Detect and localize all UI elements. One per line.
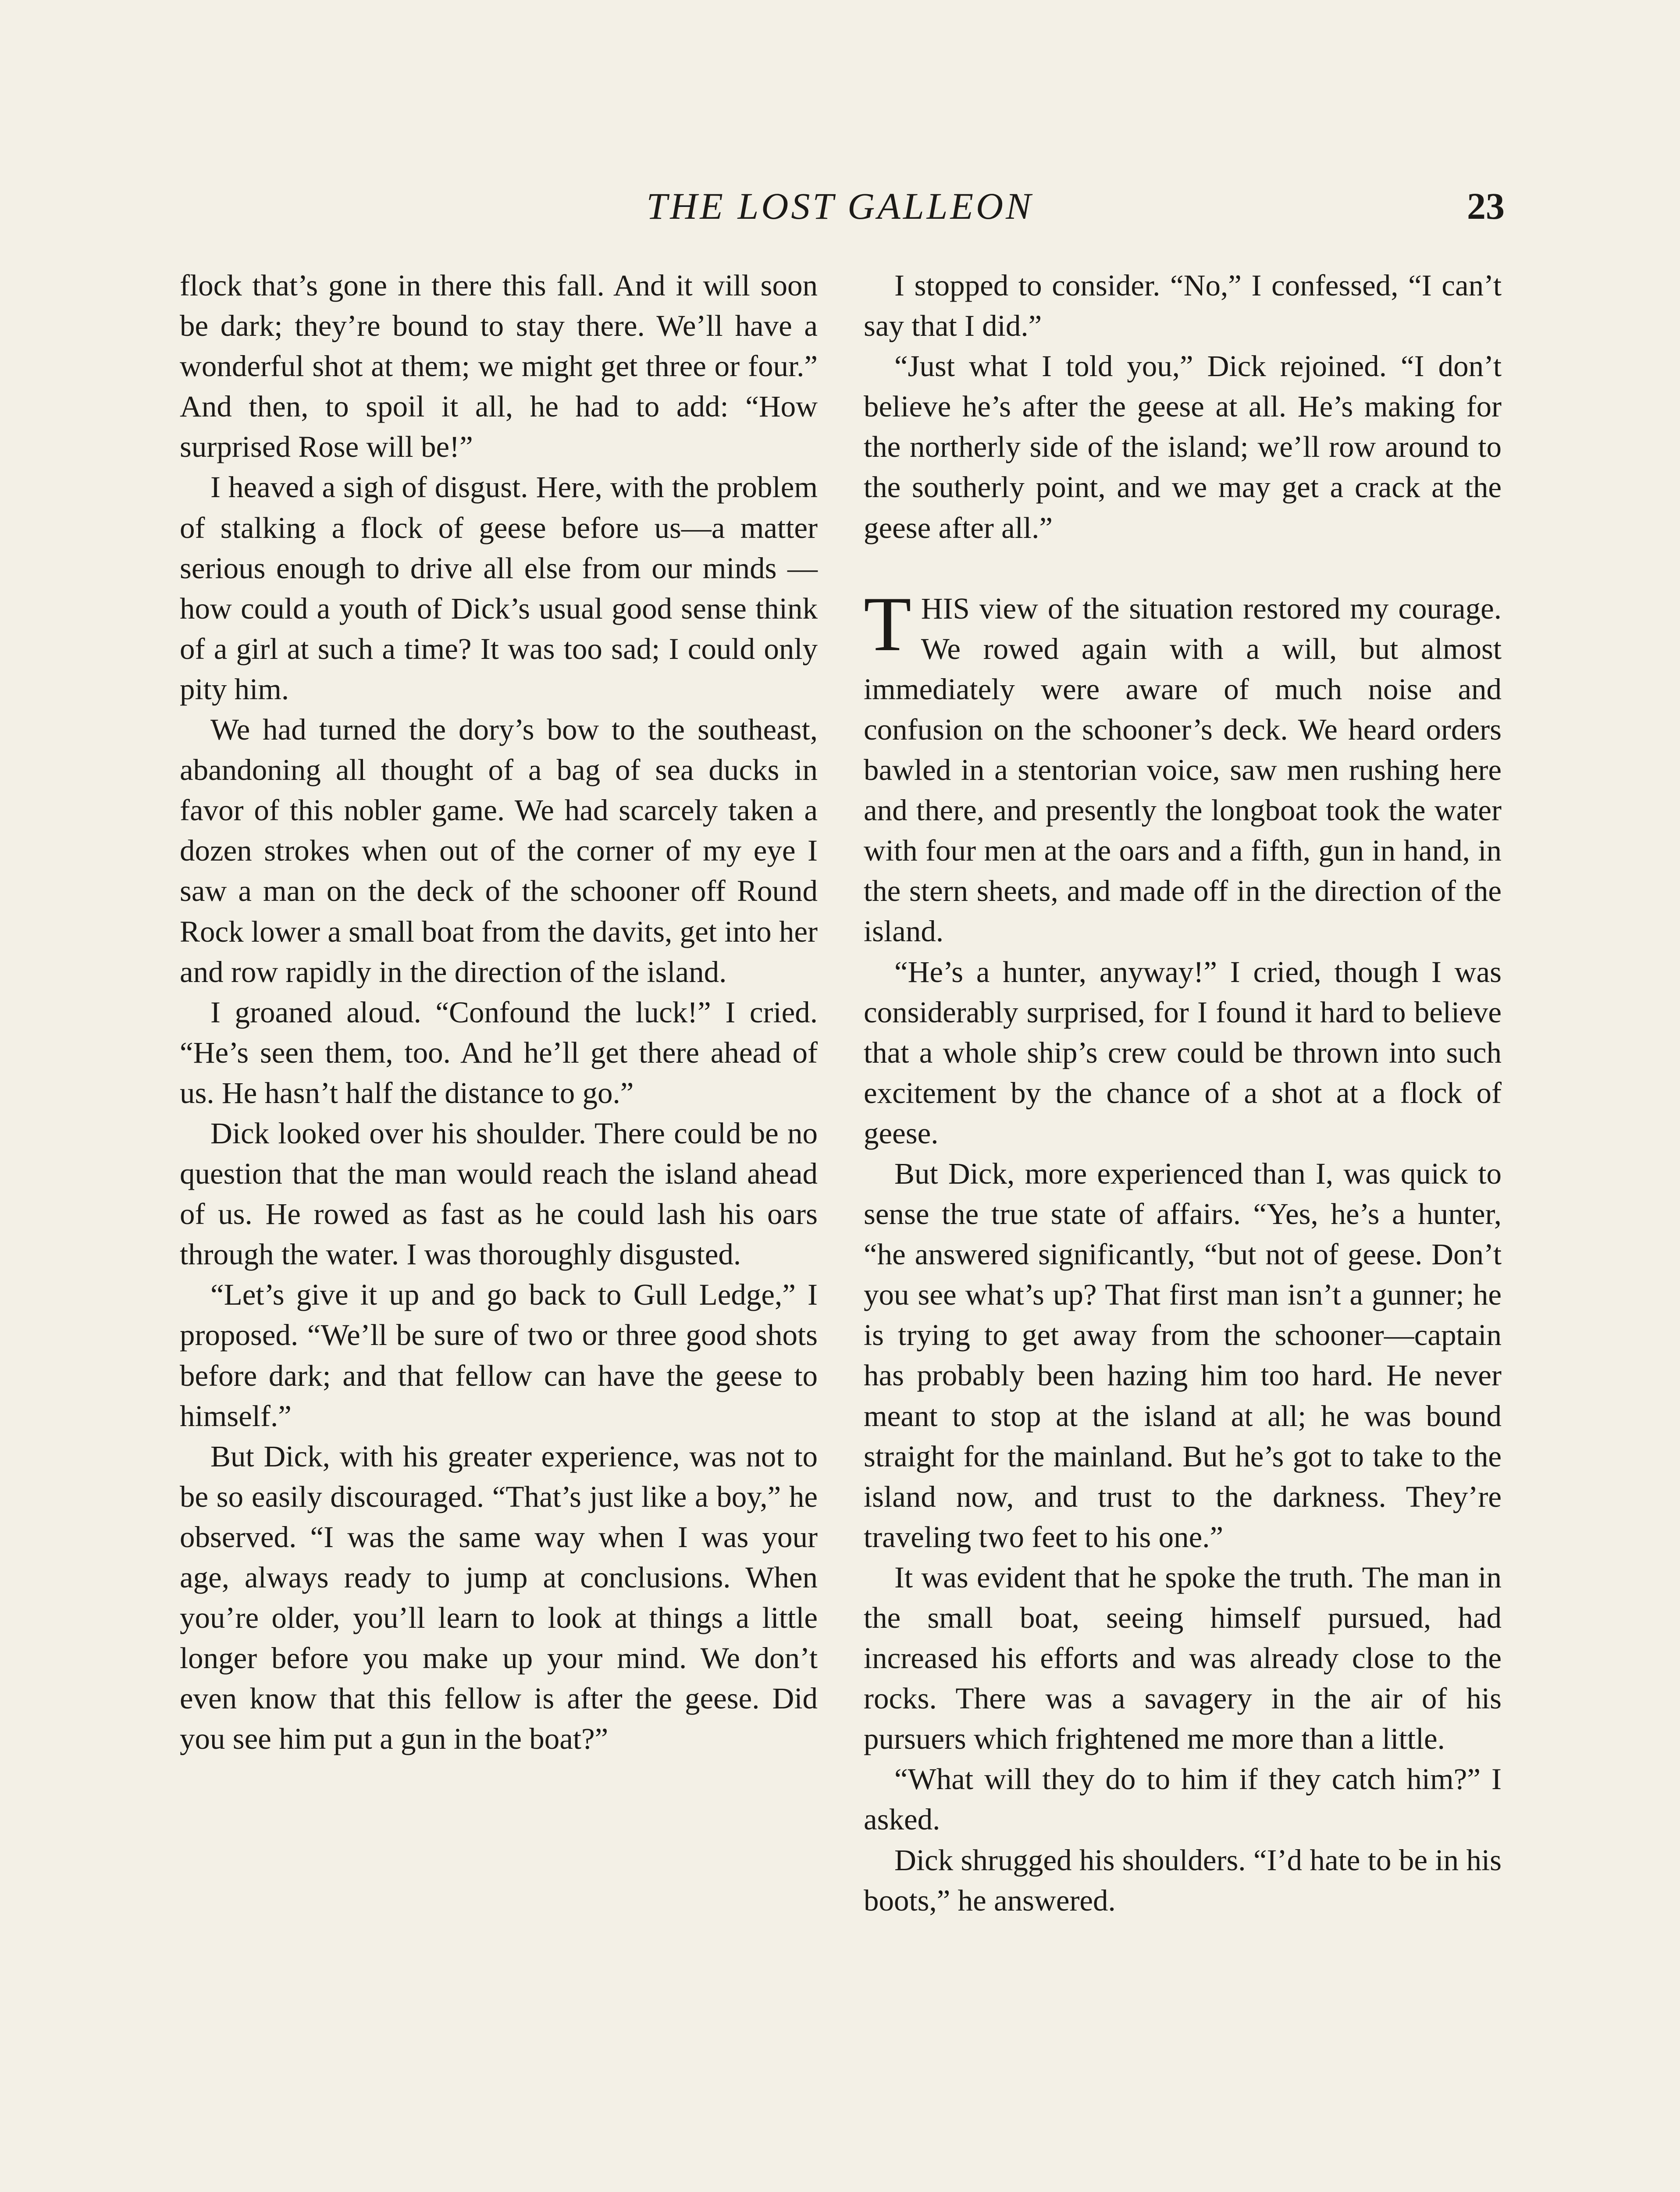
left-column xyxy=(180,265,818,1759)
paragraph: It was evident that he spoke the truth. The man in the small boat, seeing himself pursued, had increased his efforts and was already close to the rocks. There was a savagery in the air of his pursuers which frightened me more than a little. xyxy=(864,1560,1502,1756)
paragraph: But Dick, more experienced than I, was quick to sense the true state of affairs. “Yes, he’s a hunter, “he answered significantly, “but not of geese. Don’t you see what’s up? That first man isn’t a gunner; he is trying to get away from the schooner—captain has probably been hazing him too hard. He never meant to stop at the island at all; he was bound straight for the mainland. But he’s got to take to the island now, and trust to the darkness. They’re traveling two feet to his one.” xyxy=(864,1156,1502,1554)
paragraph: But Dick, with his greater experience, was not to be so easily discouraged. “That’s just like a boy,” he observed. “I was the same way when I was your age, always ready to jump at conclusions. When you’re older, you’ll learn to look at things a little longer before you make up your mind. We don’t even know that this fellow is after the geese. Did you see him put a gun in the boat?” xyxy=(180,1439,818,1756)
section-break xyxy=(864,548,1502,588)
paragraph: I groaned aloud. “Confound the luck!” I cried. “He’s seen them, too. And he’ll get there ahead of us. He hasn’t half the distance to go.” xyxy=(180,995,818,1110)
paragraph: “He’s a hunter, anyway!” I cried, though I was considerably surprised, for I found it hard to believe that a whole ship’s crew could be thrown into such excitement by the chance of a shot at a flock of geese. xyxy=(864,955,1502,1150)
section-opening-paragraph xyxy=(864,580,1502,952)
paragraph: “Just what I told you,” Dick rejoined. “I don’t believe he’s after the geese at all. He’s making for the northerly side of the island; we’ll row around to the southerly point, and we may get a crack at the geese after all.” xyxy=(864,349,1502,544)
paragraph: I heaved a sigh of disgust. Here, with the problem of stalking a flock of geese before us—a matter serious enough to drive all else from our minds —how could a youth of Dick’s usual good sense think of a girl at such a time? It was too sad; I could only pity him. xyxy=(180,470,818,706)
paragraph: “What will they do to him if they catch him?” I asked. xyxy=(864,1762,1502,1836)
paragraph: Dick looked over his shoulder. There could be no question that the man would reach the island ahead of us. He rowed as fast as he could lash his oars through the water. I was thoroughly disgusted. xyxy=(180,1116,818,1271)
drop-cap: T xyxy=(864,580,911,667)
paragraph: “Let’s give it up and go back to Gull Ledge,” I proposed. “We’ll be sure of two or three good shots before dark; and that fellow can have the geese to himself.” xyxy=(180,1278,818,1433)
page-title: THE LOST GALLEON xyxy=(646,185,1034,227)
right-column xyxy=(864,265,1502,1921)
section-opening-text: HIS view of the situation restored my courage. We rowed again with a will, but almost immediately were aware of much noise and confusion on the schooner’s deck. We heard orders bawled in a stentorian voice, saw men rushing here and there, and presently the longboat took the water with four men at the oars and a fifth, gun in hand, in the stern sheets, and made off in the direction of the island. xyxy=(864,591,1502,948)
page-number: 23 xyxy=(1467,185,1505,227)
paragraph: Dick shrugged his shoulders. “I’d hate to be in his boots,” he answered. xyxy=(864,1843,1502,1917)
paragraph: flock that’s gone in there this fall. And it will soon be dark; they’re bound to stay there. We’ll have a wonderful shot at them; we might get three or four.” And then, to spoil it all, he had to add: “How surprised Rose will be!” xyxy=(180,269,818,464)
paragraph: We had turned the dory’s bow to the southeast, abandoning all thought of a bag of sea ducks in favor of this nobler game. We had scarcely taken a dozen strokes when out of the corner of my eye I saw a man on the deck of the schooner off Round Rock lower a small boat from the davits, get into her and row rapidly in the direction of the island. xyxy=(180,713,818,989)
paragraph: I stopped to consider. “No,” I confessed, “I can’t say that I did.” xyxy=(864,269,1502,343)
